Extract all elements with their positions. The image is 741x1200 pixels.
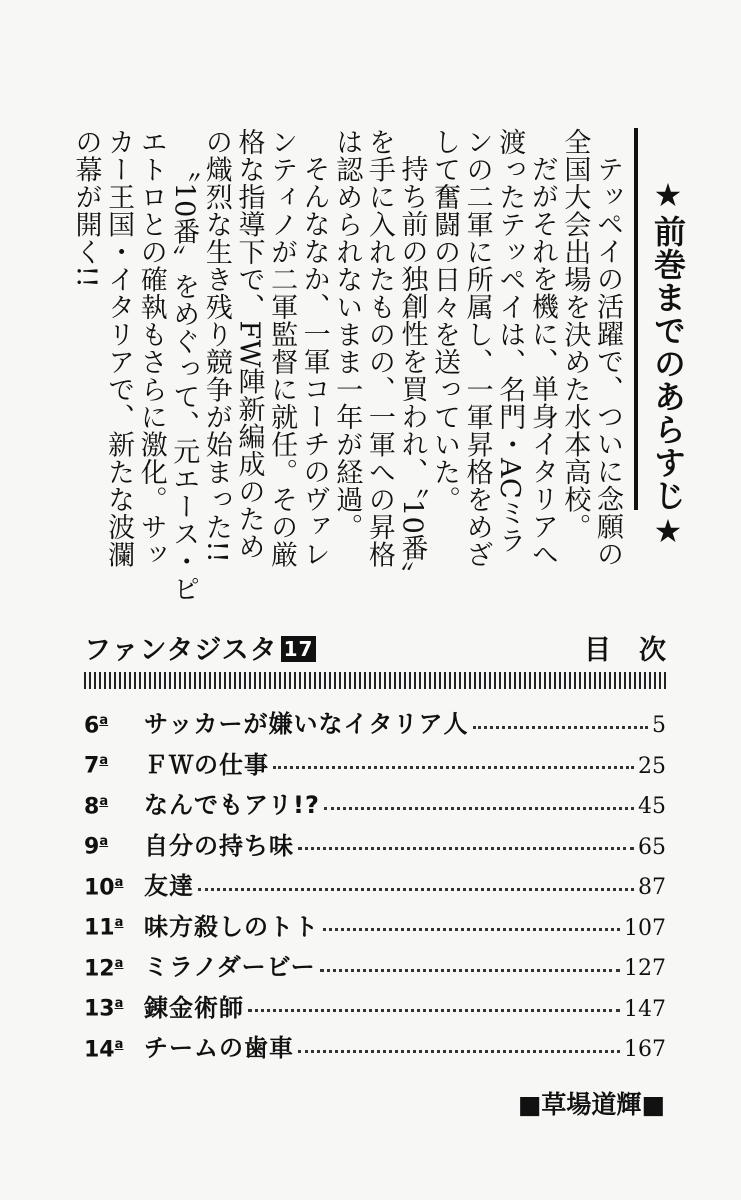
chapter-number: [84, 915, 144, 940]
synopsis-body: [69, 128, 623, 603]
chapter-number: [84, 1037, 144, 1062]
toc-row[interactable]: [84, 907, 666, 941]
chapter-number-value: 14: [84, 1037, 115, 1062]
chapter-number-value: 6: [84, 713, 100, 738]
series-title: [84, 628, 316, 667]
chapter-title: チームの歯車: [144, 1034, 294, 1062]
leader-dots: [298, 847, 634, 850]
synopsis-line: は認められないまま一年が経過。: [331, 128, 363, 541]
chapter-suffix: a: [114, 955, 124, 971]
leader-dots: [198, 888, 634, 891]
chapter-number-value: 10: [84, 875, 115, 900]
synopsis-line: ンティノが二軍監督に就任。その厳: [266, 128, 298, 568]
chapter-number-value: 13: [84, 996, 115, 1022]
page-number: 87: [638, 875, 666, 900]
page-number: 127: [624, 956, 666, 981]
chapter-number: [84, 875, 144, 900]
synopsis-line: そんななか、一軍コーチのヴァレ: [298, 155, 330, 568]
synopsis-line: カー王国・イタリアで、新たな波瀾: [103, 128, 135, 568]
synopsis-line: エトロとの確執もさらに激化。サッ: [135, 128, 167, 568]
toc-row[interactable]: [84, 866, 666, 900]
synopsis-line: 〝10番〟をめぐって、元エース・ピ: [168, 155, 200, 603]
page-number: 45: [638, 794, 666, 819]
page-number: 107: [624, 915, 666, 941]
toc-header: [84, 628, 694, 668]
leader-dots: [473, 726, 648, 729]
toc-row[interactable]: [84, 745, 666, 779]
chapter-title: ミラノダービー: [144, 953, 316, 981]
synopsis-line: 格な指導下で、FW陣新編成のため: [233, 128, 265, 561]
hatched-divider: [84, 672, 666, 689]
volume-badge: 17: [281, 636, 317, 662]
synopsis-line: だがそれを機に、単身イタリアへ: [526, 155, 558, 568]
page-number: 5: [652, 713, 666, 738]
chapter-suffix: a: [99, 753, 109, 769]
synopsis-line: の熾烈な生き残り競争が始まった!!: [200, 128, 232, 564]
leader-dots: [248, 1009, 620, 1012]
page-number: 25: [638, 753, 666, 779]
chapter-suffix: a: [99, 793, 109, 809]
chapter-number: [84, 794, 144, 819]
chapter-number: [84, 956, 144, 981]
synopsis-line: を手に入れたものの、一軍への昇格: [363, 128, 395, 568]
chapter-number-value: 9: [84, 834, 100, 860]
chapter-suffix: a: [114, 996, 124, 1012]
toc-row[interactable]: [84, 826, 666, 860]
synopsis-line: の幕が開く!!: [70, 128, 102, 289]
chapter-number: [84, 996, 144, 1021]
leader-dots: [273, 766, 634, 769]
chapter-number-value: 8: [84, 794, 100, 819]
chapter-number-value: 11: [84, 915, 115, 941]
series-name: ファンタジスタ: [84, 635, 278, 666]
toc-row[interactable]: [84, 785, 666, 819]
chapter-suffix: a: [114, 1036, 124, 1052]
chapter-number: [84, 753, 144, 778]
synopsis-line: ンの二軍に所属し、一軍昇格をめざ: [461, 128, 493, 568]
synopsis-divider: [634, 128, 638, 510]
toc-row[interactable]: [84, 988, 666, 1022]
synopsis-title: ★前巻までのあらすじ★: [649, 176, 687, 551]
leader-dots: [320, 969, 620, 972]
page-number: 65: [638, 834, 666, 860]
page-number: 167: [624, 1037, 666, 1062]
chapter-suffix: a: [99, 712, 109, 728]
chapter-title: サッカーが嫌いなイタリア人: [144, 710, 469, 738]
leader-dots: [324, 807, 634, 810]
chapter-suffix: a: [114, 874, 124, 890]
synopsis-line: して奮闘の日々を送っていた。: [429, 128, 461, 513]
chapter-number-value: 12: [84, 956, 115, 981]
leader-dots: [298, 1050, 620, 1053]
toc-row[interactable]: [84, 1028, 666, 1062]
synopsis-line: テッペイの活躍で、ついに念願の: [592, 155, 623, 568]
leader-dots: [323, 928, 620, 931]
toc-row[interactable]: [84, 947, 666, 981]
chapter-suffix: a: [99, 834, 109, 850]
chapter-number: [84, 834, 144, 859]
author-name: ■草場道輝■: [517, 1090, 665, 1119]
chapter-suffix: a: [114, 915, 124, 931]
chapter-title: 友達: [144, 872, 194, 900]
chapter-number-value: 7: [84, 753, 100, 779]
chapter-number: [84, 713, 144, 738]
synopsis-line: 持ち前の独創性を買われ、〝10番〟: [396, 155, 428, 590]
chapter-title: なんでもアリ!?: [144, 791, 320, 819]
toc-row[interactable]: [84, 704, 666, 738]
chapter-title: 味方殺しのトト: [144, 912, 319, 941]
chapter-title: 錬金術師: [144, 993, 244, 1022]
synopsis-line: 渡ったテッペイは、名門・ACミラ: [494, 128, 526, 555]
toc-label: 目次: [584, 635, 694, 666]
page-number: 147: [624, 996, 666, 1022]
chapter-title: ＦＷの仕事: [144, 750, 269, 779]
chapter-title: 自分の持ち味: [144, 831, 294, 860]
synopsis-line: 全国大会出場を決めた水本高校。: [559, 128, 591, 541]
